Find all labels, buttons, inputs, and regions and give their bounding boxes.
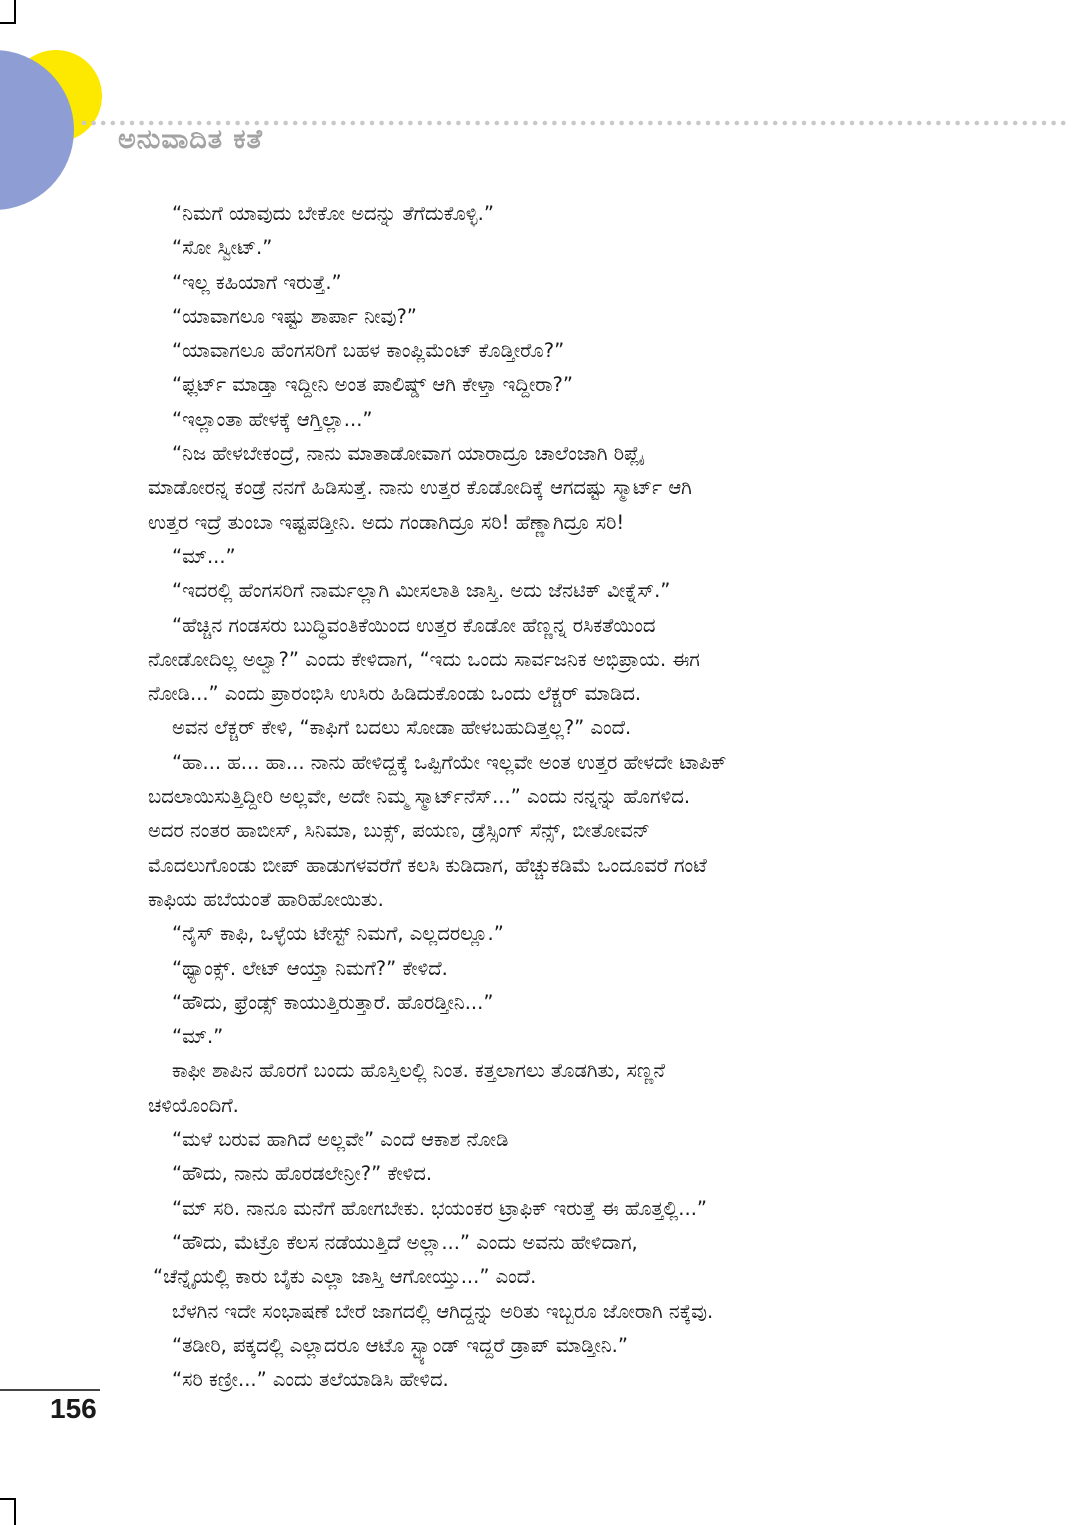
rule-dot xyxy=(341,121,346,126)
header-decoration xyxy=(0,0,140,220)
rule-dot xyxy=(111,121,116,126)
text-line: ಕಾಫೀ ಶಾಪಿನ ಹೊರಗೆ ಬಂದು ಹೊಸ್ತಿಲಲ್ಲಿ ನಿಂತ. ಕತ್ತಲಾಗಲು ತೊಡಗಿತು, ಸಣ್ಣನೆ xyxy=(172,1059,666,1083)
rule-dot xyxy=(1032,121,1037,126)
rule-dot xyxy=(485,121,490,126)
rule-dot xyxy=(571,121,576,126)
rule-dot xyxy=(792,121,797,126)
text-line: “ಹೌದು, ಮೆಟ್ರೊ ಕೆಲಸ ನಡೆಯುತ್ತಿದೆ ಅಲ್ಲಾ...” ಎಂದು ಅವನು ಹೇಳಿದಾಗ, xyxy=(172,1230,638,1254)
text-line: “ಇದರಲ್ಲಿ ಹೆಂಗಸರಿಗೆ ನಾರ್ಮಲ್ಲಾಗಿ ಮೀಸಲಾತಿ ಜಾಸ್ತಿ. ಅದು ಜೆನಟಿಕ್ ವೀಕ್ನೆಸ್.” xyxy=(172,579,671,603)
rule-dot xyxy=(850,121,855,126)
rule-dot xyxy=(696,121,701,126)
crop-mark-bottom-horizontal xyxy=(0,1498,16,1500)
rule-dot xyxy=(1003,121,1008,126)
rule-dot xyxy=(91,121,96,126)
rule-dot xyxy=(936,121,941,126)
rule-dot xyxy=(994,121,999,126)
rule-dot xyxy=(312,121,317,126)
rule-dot xyxy=(763,121,768,126)
text-line: ಬದಲಾಯಿಸುತ್ತಿದ್ದೀರಿ ಅಲ್ಲವೇ, ಅದೇ ನಿಮ್ಮ ಸ್ಮಾರ್ಟ್‌ನೆಸ್...” ಎಂದು ನನ್ನನ್ನು ಹೊಗಳಿದ. xyxy=(148,785,691,809)
rule-dot xyxy=(427,121,432,126)
text-line: “ಇಲ್ಲ ಕಹಿಯಾಗೆ ಇರುತ್ತೆ.” xyxy=(172,270,342,294)
rule-dot xyxy=(418,121,423,126)
rule-dot xyxy=(888,121,893,126)
rule-dot xyxy=(639,121,644,126)
text-line: “ತಡೀರಿ, ಪಕ್ಕದಲ್ಲಿ ಎಲ್ಲಾದರೂ ಆಟೊ ಸ್ಟ್ಯಾಂಡ್ ಇದ್ದರೆ ಡ್ರಾಪ್ ಮಾಡ್ತೀನಿ.” xyxy=(172,1333,628,1357)
text-line: “ಯಾವಾಗಲೂ ಇಷ್ಟು ಶಾರ್ಪಾ ನೀವು?” xyxy=(172,304,417,328)
rule-dot xyxy=(591,121,596,126)
text-line: “ಸೋ ಸ್ವೀಟ್.” xyxy=(172,236,273,260)
rule-dot xyxy=(303,121,308,126)
rule-dot xyxy=(744,121,749,126)
rule-dot xyxy=(667,121,672,126)
rule-dot xyxy=(331,121,336,126)
rule-dot xyxy=(946,121,951,126)
rule-dot xyxy=(552,121,557,126)
rule-dot xyxy=(399,121,404,126)
rule-dot xyxy=(562,121,567,126)
rule-dot xyxy=(783,121,788,126)
text-line: “ಹೌದು, ನಾನು ಹೊರಡಲೇನ್ರೀ?” ಕೇಳಿದ. xyxy=(172,1162,433,1186)
rule-dot xyxy=(773,121,778,126)
rule-dot xyxy=(504,121,509,126)
rule-dot xyxy=(1013,121,1018,126)
rule-dot xyxy=(274,121,279,126)
section-title: ಅನುವಾದಿತ ಕತೆ xyxy=(118,124,263,155)
crop-mark-bottom-vertical xyxy=(14,1498,16,1525)
rule-dot xyxy=(927,121,932,126)
rule-dot xyxy=(514,121,519,126)
text-line: “ಹಾ... ಹ... ಹಾ... ನಾನು ಹೇಳಿದ್ದಕ್ಕೆ ಒಪ್ಪಿಗೆಯೇ ಇಲ್ಲವೇ ಅಂತ ಉತ್ತರ ಹೇಳದೇ ಟಾಪಿಕ್ xyxy=(172,750,727,774)
rule-dot xyxy=(658,121,663,126)
rule-dot xyxy=(879,121,884,126)
rule-dot xyxy=(907,121,912,126)
rule-dot xyxy=(831,121,836,126)
rule-dot xyxy=(898,121,903,126)
text-line: “ಮ್ ಸರಿ. ನಾನೂ ಮನೆಗೆ ಹೋಗಬೇಕು. ಭಯಂಕರ ಟ್ರಾಫಿಕ್ ಇರುತ್ತೆ ಈ ಹೊತ್ತಲ್ಲಿ...” xyxy=(172,1196,707,1220)
text-line: “ಥ್ಯಾಂಕ್ಸ್. ಲೇಟ್ ಆಯ್ತಾ ನಿಮಗೆ?” ಕೇಳಿದೆ. xyxy=(172,956,448,980)
rule-dot xyxy=(955,121,960,126)
text-line: ಮಾಡೋರನ್ನ ಕಂಡ್ರೆ ನನಗೆ ಹಿಡಿಸುತ್ತೆ. ನಾನು ಉತ್ತರ ಕೊಡೋದಿಕ್ಕೆ ಆಗದಷ್ಟು ಸ್ಮಾರ್ಟ್ ಆಗಿ xyxy=(148,476,692,500)
text-line: ಬೆಳಗಿನ ಇದೇ ಸಂಭಾಷಣೆ ಬೇರೆ ಜಾಗದಲ್ಲಿ ಆಗಿದ್ದನ್ನು ಅರಿತು ಇಬ್ಬರೂ ಜೋರಾಗಿ ನಕ್ಕೆವು. xyxy=(172,1299,714,1323)
text-line: “ಹೆಚ್ಚಿನ ಗಂಡಸರು ಬುದ್ಧಿವಂತಿಕೆಯಿಂದ ಉತ್ತರ ಕೊಡೋ ಹೆಣ್ಣನ್ನ ರಸಿಕತೆಯಿಂದ xyxy=(172,613,656,637)
rule-dot xyxy=(984,121,989,126)
text-line: “ಫ್ಲರ್ಟ್ ಮಾಡ್ತಾ ಇದ್ದೀನಿ ಅಂತ ಪಾಲಿಷ್ಡ್ ಆಗಿ ಕೇಳ್ತಾ ಇದ್ದೀರಾ?” xyxy=(172,373,573,397)
rule-dot xyxy=(581,121,586,126)
rule-dot xyxy=(869,121,874,126)
rule-dot xyxy=(351,121,356,126)
rule-dot xyxy=(754,121,759,126)
rule-dot xyxy=(648,121,653,126)
rule-dot xyxy=(706,121,711,126)
rule-dot xyxy=(101,121,106,126)
rule-dot xyxy=(370,121,375,126)
rule-dot xyxy=(802,121,807,126)
text-line: “ಮ್...” xyxy=(172,544,236,568)
rule-dot xyxy=(735,121,740,126)
rule-dot xyxy=(687,121,692,126)
rule-dot xyxy=(715,121,720,126)
rule-dot xyxy=(389,121,394,126)
rule-dot xyxy=(1023,121,1028,126)
rule-dot xyxy=(600,121,605,126)
rule-dot xyxy=(859,121,864,126)
text-line: “ನೈಸ್ ಕಾಫಿ, ಒಳ್ಳೆಯ ಟೇಸ್ಟ್ ನಿಮಗೆ, ಎಲ್ಲದರಲ್ಲೂ.” xyxy=(172,922,504,946)
rule-dot xyxy=(466,121,471,126)
rule-dot xyxy=(322,121,327,126)
text-line: “ಮ್.” xyxy=(172,1025,224,1049)
rule-dot xyxy=(408,121,413,126)
rule-dot xyxy=(811,121,816,126)
rule-dot xyxy=(475,121,480,126)
rule-dot xyxy=(360,121,365,126)
rule-dot xyxy=(1061,121,1066,126)
rule-dot xyxy=(629,121,634,126)
story-body xyxy=(148,197,900,1397)
rule-dot xyxy=(523,121,528,126)
rule-dot xyxy=(610,121,615,126)
text-line: ಚಳಿಯೊಂದಿಗೆ. xyxy=(148,1093,239,1117)
page-number-rule xyxy=(0,1389,100,1391)
rule-dot xyxy=(82,121,87,126)
text-line: “ನಿಮಗೆ ಯಾವುದು ಬೇಕೋ ಅದನ್ನು ತೆಗೆದುಕೊಳ್ಳಿ.” xyxy=(172,202,494,225)
rule-dot xyxy=(619,121,624,126)
rule-dot xyxy=(725,121,730,126)
text-line: “ಇಲ್ಲಾಂತಾ ಹೇಳಕ್ಕೆ ಆಗ್ತಿಲ್ಲಾ...” xyxy=(172,407,373,431)
text-line: “ಮಳೆ ಬರುವ ಹಾಗಿದೆ ಅಲ್ಲವೇ” ಎಂದೆ ಆಕಾಶ ನೋಡಿ xyxy=(172,1128,509,1152)
text-line: ಉತ್ತರ ಇದ್ರೆ ತುಂಬಾ ಇಷ್ಟಪಡ್ತೀನಿ. ಅದು ಗಂಡಾಗಿದ್ರೂ ಸರಿ! ಹೆಣ್ಣಾಗಿದ್ರೂ ಸರಿ! xyxy=(148,510,625,534)
rule-dot xyxy=(437,121,442,126)
rule-dot xyxy=(293,121,298,126)
rule-dot xyxy=(965,121,970,126)
rule-dot xyxy=(1042,121,1047,126)
text-line: “ಹೌದು, ಫ್ರೆಂಡ್ಸ್ ಕಾಯುತ್ತಿರುತ್ತಾರೆ. ಹೊರಡ್ತೀನಿ...” xyxy=(172,990,494,1014)
page-number: 156 xyxy=(50,1393,97,1424)
text-line: ಅವನ ಲೆಕ್ಚರ್ ಕೇಳಿ, “ಕಾಫಿಗೆ ಬದಲು ಸೋಡಾ ಹೇಳಬಹುದಿತ್ತಲ್ಲ?” ಎಂದೆ. xyxy=(172,716,632,740)
rule-dot xyxy=(975,121,980,126)
text-line: “ಚೆನ್ನೈಯಲ್ಲಿ ಕಾರು ಬೈಕು ಎಲ್ಲಾ ಜಾಸ್ತಿ ಆಗೋಯ್ತು...” ಎಂದೆ. xyxy=(153,1265,537,1289)
rule-dot xyxy=(283,121,288,126)
rule-dot xyxy=(264,121,269,126)
text-line: ಅದರ ನಂತರ ಹಾಬೀಸ್, ಸಿನಿಮಾ, ಬುಕ್ಸ್, ಪಯಣ, ಡ್ರೆಸ್ಸಿಂಗ್ ಸೆನ್ಸ್, ಬೀತೋವನ್ xyxy=(148,819,650,843)
rule-dot xyxy=(821,121,826,126)
rule-dot xyxy=(1051,121,1056,126)
rule-dot xyxy=(840,121,845,126)
text-line: “ಯಾವಾಗಲೂ ಹೆಂಗಸರಿಗೆ ಬಹಳ ಕಾಂಪ್ಲಿಮೆಂಟ್ ಕೊಡ್ತೀರೊ?” xyxy=(172,339,565,363)
text-line: ಕಾಫಿಯ ಹಬೆಯಂತೆ ಹಾರಿಹೋಯಿತು. xyxy=(148,887,384,911)
text-line: “ನಿಜ ಹೇಳಬೇಕಂದ್ರೆ, ನಾನು ಮಾತಾಡೋವಾಗ ಯಾರಾದ್ರೂ ಚಾಲೆಂಜಾಗಿ ರಿಪ್ಲೈ xyxy=(172,442,643,466)
rule-dot xyxy=(917,121,922,126)
text-line: ಮೊದಲುಗೊಂಡು ಬೀಪ್ ಹಾಡುಗಳವರೆಗೆ ಕಲಸಿ ಕುಡಿದಾಗ, ಹೆಚ್ಚುಕಡಿಮೆ ಒಂದೂವರೆ ಗಂಟೆ xyxy=(148,853,707,877)
text-line: ನೋಡೋದಿಲ್ಲ ಅಲ್ವಾ?” ಎಂದು ಕೇಳಿದಾಗ, “ಇದು ಒಂದು ಸಾರ್ವಜನಿಕ ಅಭಿಪ್ರಾಯ. ಈಗ xyxy=(148,647,700,671)
rule-dot xyxy=(495,121,500,126)
rule-dot xyxy=(379,121,384,126)
rule-dot xyxy=(447,121,452,126)
rule-dot xyxy=(533,121,538,126)
text-line: ನೋಡಿ...” ಎಂದು ಪ್ರಾರಂಭಿಸಿ ಉಸಿರು ಹಿಡಿದುಕೊಂಡು ಒಂದು ಲೆಕ್ಚರ್ ಮಾಡಿದ. xyxy=(148,682,642,706)
rule-dot xyxy=(677,121,682,126)
rule-dot xyxy=(456,121,461,126)
rule-dot xyxy=(543,121,548,126)
text-line: “ಸರಿ ಕಣ್ರೀ...” ಎಂದು ತಲೆಯಾಡಿಸಿ ಹೇಳಿದ. xyxy=(172,1368,449,1392)
